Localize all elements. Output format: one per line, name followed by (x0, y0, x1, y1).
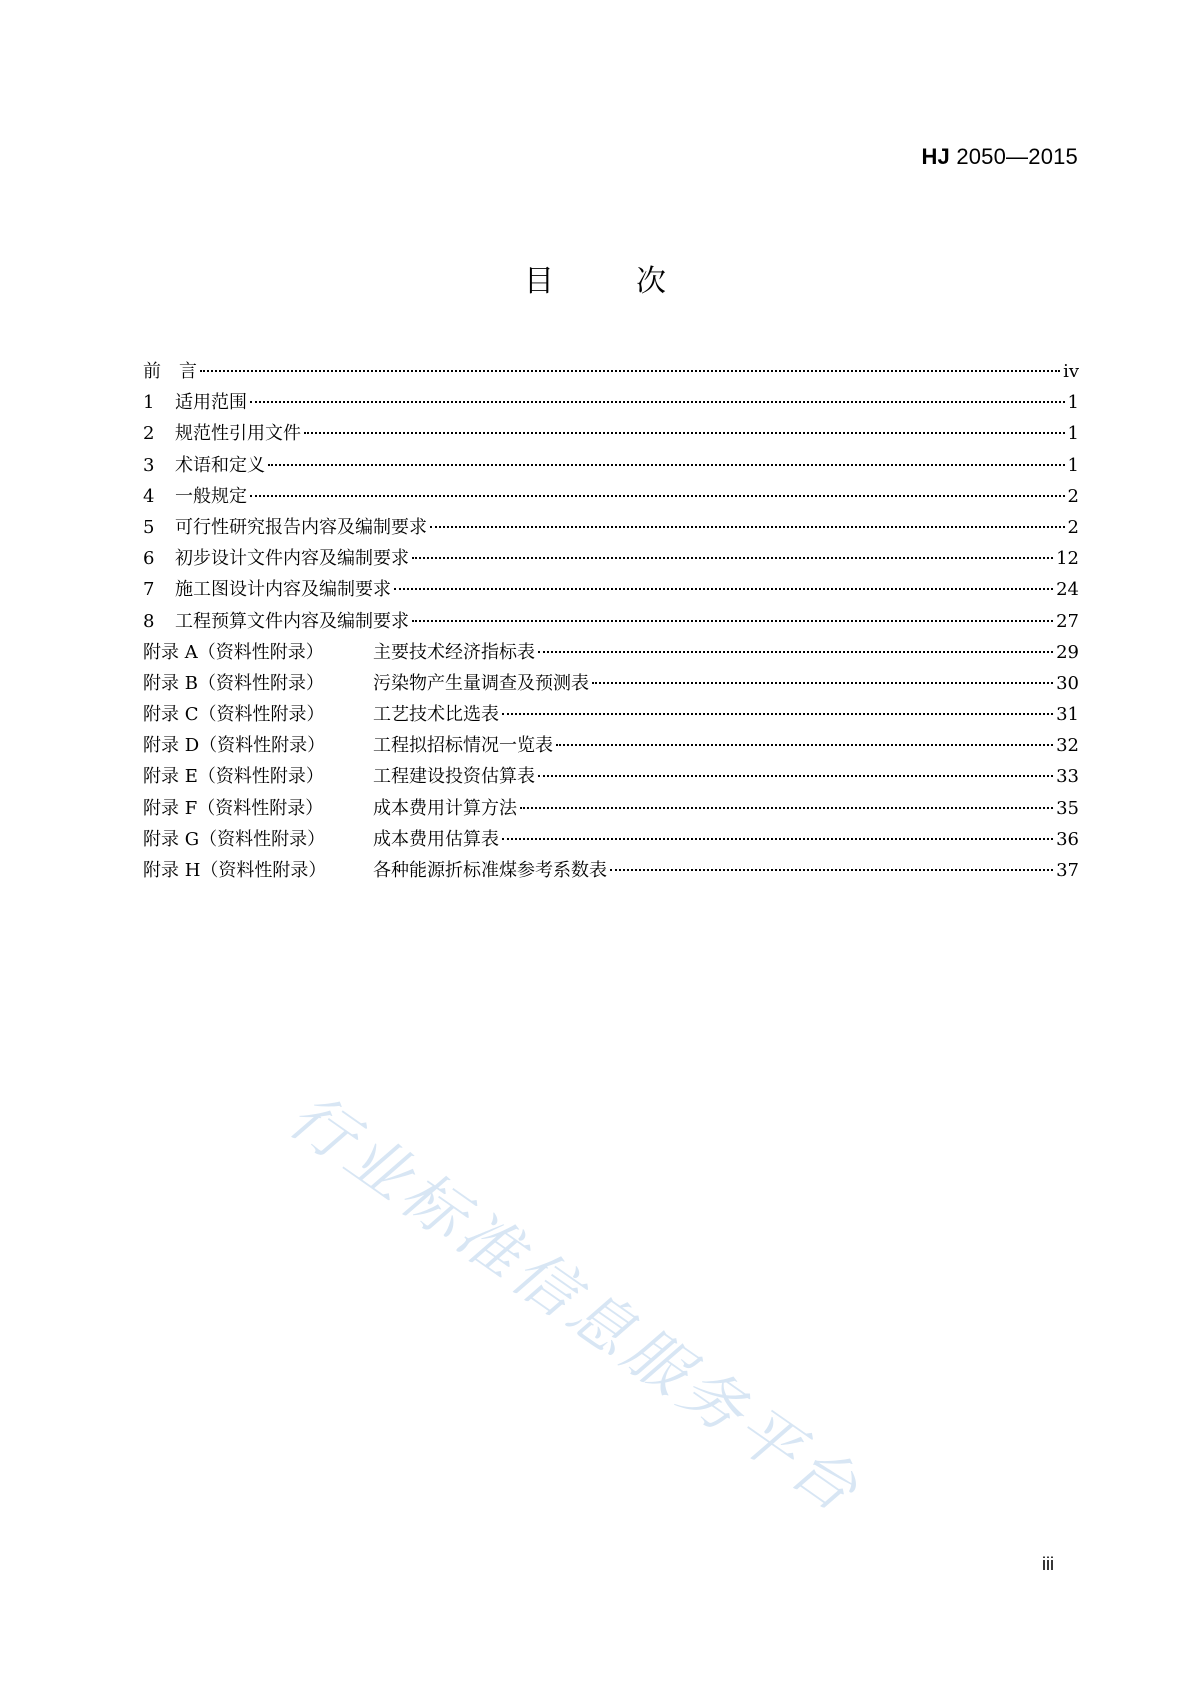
toc-leader-dots (520, 806, 1053, 809)
toc-entry-page: 1 (1067, 454, 1079, 476)
toc-leader-dots (502, 837, 1053, 840)
toc-appendix-number: 附录 F（资料性附录） (143, 797, 324, 819)
toc-leader-dots (538, 650, 1053, 653)
toc-leader-dots (610, 868, 1053, 871)
toc-entry-label: 工程拟招标情况一览表 (373, 735, 553, 757)
toc-entry-label: 一般规定 (175, 485, 247, 507)
toc-entry-page: 24 (1056, 579, 1079, 601)
toc-entry-4[interactable] (143, 481, 1079, 512)
toc-entry-label: 成本费用估算表 (373, 828, 499, 850)
toc-entry-label: 各种能源折标准煤参考系数表 (373, 860, 607, 881)
watermark-text: 行业标准信息服务平台 (276, 1078, 876, 1529)
toc-entry-appendix-h[interactable] (143, 855, 1079, 886)
toc-leader-dots (412, 619, 1053, 622)
toc-leader-dots (250, 494, 1065, 497)
toc-entry-page: 29 (1056, 641, 1079, 663)
toc-entry-appendix-g[interactable] (143, 824, 1079, 855)
toc-leader-dots (268, 463, 1065, 466)
toc-entry-page: 37 (1056, 860, 1079, 881)
toc-entry-5[interactable] (143, 512, 1079, 543)
toc-entry-number: 1 (143, 392, 155, 414)
toc-entry-label: 污染物产生量调查及预测表 (373, 672, 589, 694)
toc-entry-number: 4 (143, 485, 155, 507)
toc-entry-appendix-e[interactable] (143, 761, 1079, 792)
toc-leader-dots (502, 712, 1053, 715)
toc-entry-label: 工程预算文件内容及编制要求 (175, 610, 409, 632)
toc-entry-page: 2 (1067, 485, 1079, 507)
toc-entry-6[interactable] (143, 543, 1079, 574)
toc-entry-1[interactable] (143, 387, 1079, 418)
toc-entry-3[interactable] (143, 450, 1079, 481)
toc-entry-label: 工程建设投资估算表 (373, 766, 535, 788)
toc-entry-page: iv (1063, 361, 1079, 382)
toc-leader-dots (430, 525, 1065, 528)
toc-appendix-number: 附录 B（资料性附录） (143, 672, 324, 694)
toc-entry-page: 1 (1067, 423, 1079, 445)
table-of-contents (143, 356, 1079, 886)
toc-entry-page: 2 (1067, 516, 1079, 538)
toc-entry-label: 规范性引用文件 (175, 423, 301, 445)
toc-entry-label: 初步设计文件内容及编制要求 (175, 548, 409, 570)
toc-appendix-number: 附录 E（资料性附录） (143, 766, 324, 788)
toc-leader-dots (200, 369, 1060, 372)
toc-appendix-number: 附录 C（资料性附录） (143, 704, 325, 726)
toc-entry-label: 前言 (143, 361, 215, 382)
toc-appendix-number: 附录 D（资料性附录） (143, 735, 326, 757)
toc-entry-page: 32 (1056, 735, 1079, 757)
toc-entry-label: 工艺技术比选表 (373, 704, 499, 726)
standard-code (921, 144, 1078, 170)
toc-leader-dots (250, 400, 1065, 403)
toc-entry-number: 6 (143, 548, 155, 570)
toc-entry-page: 27 (1056, 610, 1079, 632)
toc-title-part1: 目 (524, 264, 554, 299)
toc-entry-appendix-d[interactable] (143, 730, 1079, 761)
toc-entry-label: 主要技术经济指标表 (373, 641, 535, 663)
toc-entry-number: 5 (143, 516, 155, 538)
toc-leader-dots (538, 774, 1053, 777)
toc-entry-appendix-c[interactable] (143, 699, 1079, 730)
toc-entry-label: 施工图设计内容及编制要求 (175, 579, 391, 601)
toc-title (0, 256, 1190, 300)
toc-entry-page: 30 (1056, 672, 1079, 694)
toc-entry-number: 2 (143, 423, 155, 445)
toc-entry-appendix-b[interactable] (143, 668, 1079, 699)
toc-entry-page: 12 (1056, 548, 1079, 570)
toc-entry-appendix-f[interactable] (143, 793, 1079, 824)
toc-entry-label: 适用范围 (175, 392, 247, 414)
toc-entry-page: 36 (1056, 828, 1079, 850)
toc-entry-8[interactable] (143, 606, 1079, 637)
toc-leader-dots (556, 743, 1053, 746)
toc-entry-number: 7 (143, 579, 155, 601)
toc-leader-dots (304, 431, 1065, 434)
toc-entry-7[interactable] (143, 574, 1079, 605)
toc-entry-number: 3 (143, 454, 155, 476)
page-number: iii (1042, 1554, 1054, 1574)
standard-code-prefix: HJ (921, 144, 950, 169)
toc-entry-page: 31 (1056, 704, 1079, 726)
toc-leader-dots (412, 556, 1053, 559)
toc-leader-dots (592, 681, 1053, 684)
toc-entry-2[interactable] (143, 418, 1079, 449)
toc-leader-dots (394, 587, 1053, 590)
toc-title-part2: 次 (636, 264, 666, 299)
toc-appendix-number: 附录 G（资料性附录） (143, 828, 326, 850)
toc-entry-number: 8 (143, 610, 155, 632)
toc-entry-preface[interactable] (143, 356, 1079, 387)
toc-entry-page: 1 (1067, 392, 1079, 414)
standard-code-number: 2050—2015 (956, 144, 1078, 169)
toc-entry-label: 可行性研究报告内容及编制要求 (175, 516, 427, 538)
toc-entry-page: 35 (1056, 797, 1079, 819)
toc-appendix-number: 附录 H（资料性附录） (143, 860, 327, 881)
toc-entry-page: 33 (1056, 766, 1079, 788)
toc-entry-label: 成本费用计算方法 (373, 797, 517, 819)
toc-entry-label: 术语和定义 (175, 454, 265, 476)
toc-appendix-number: 附录 A（资料性附录） (143, 641, 324, 663)
toc-entry-appendix-a[interactable] (143, 637, 1079, 668)
